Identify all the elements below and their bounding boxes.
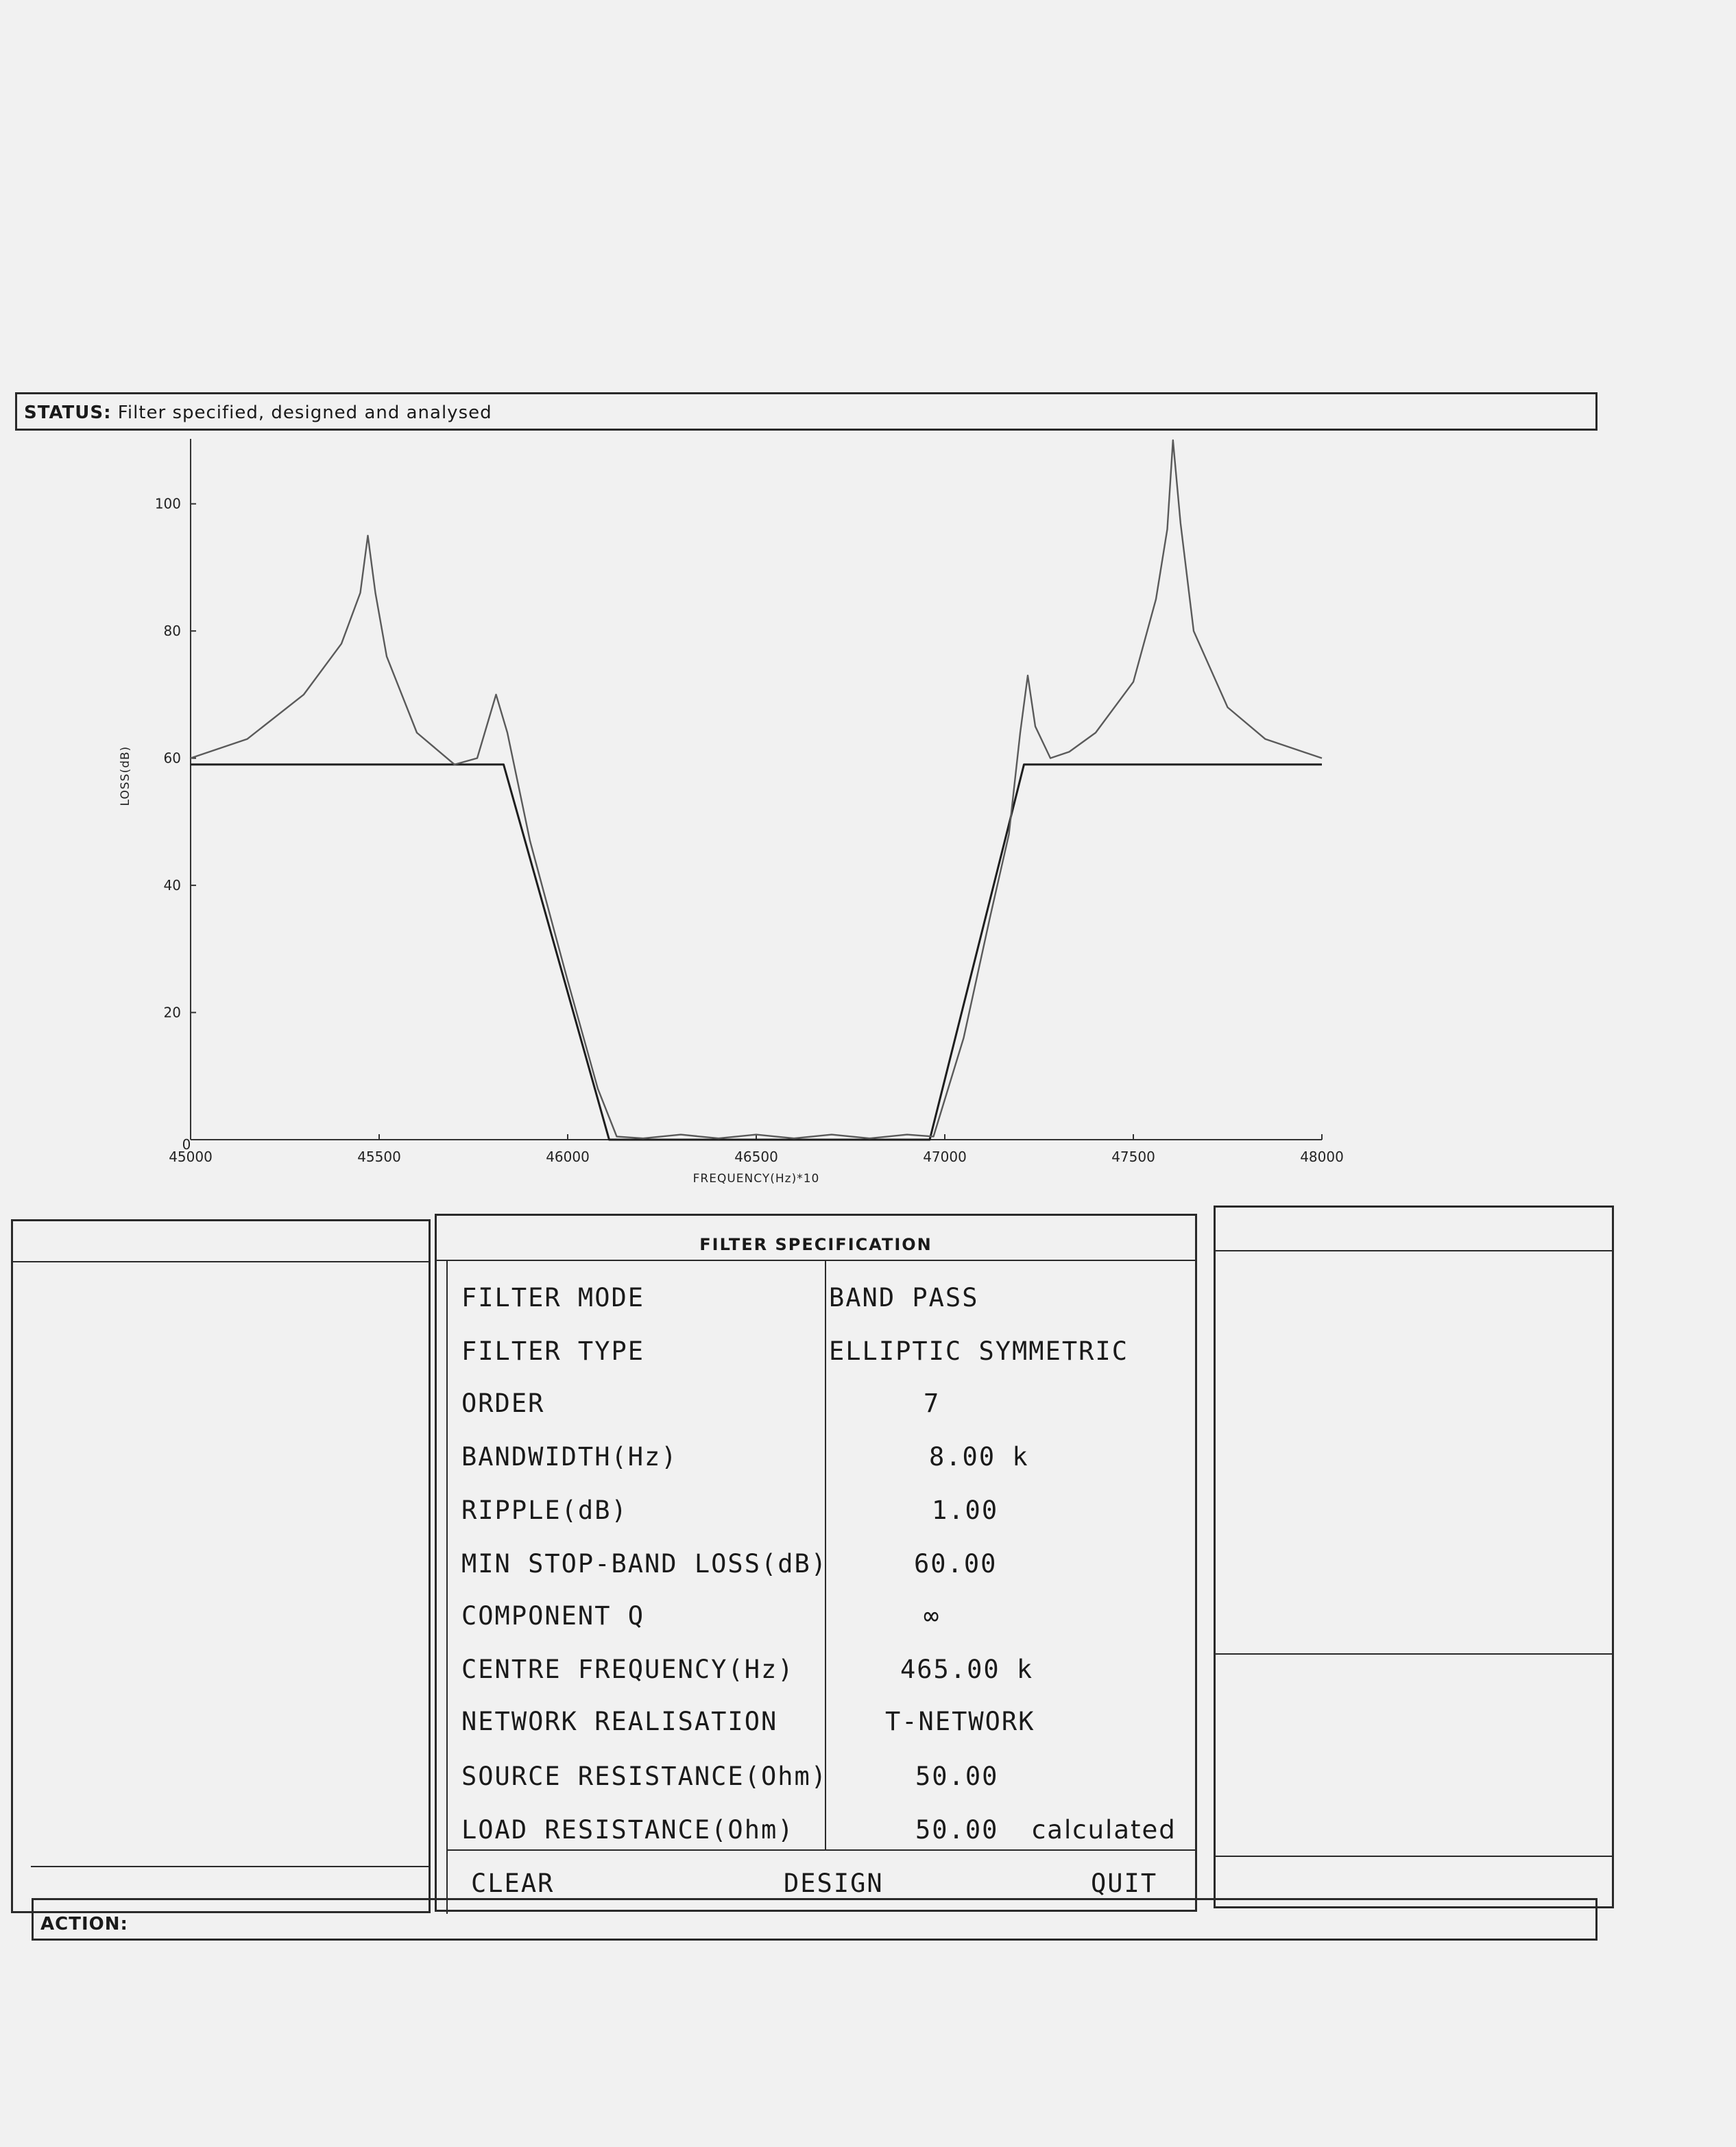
y-tick-label: 20 [163,1004,181,1021]
left-panel-footer-divider [31,1866,429,1867]
spec-value[interactable]: ∞ [924,1601,941,1631]
y-tick-label: 80 [163,623,181,640]
status-text [24,403,492,423]
spec-value[interactable]: 60.00 [914,1549,998,1579]
series-line-specification-mask [191,765,1322,1140]
left-panel-header-divider [13,1261,429,1262]
x-axis-title: FREQUENCY(Hz)*10 [692,1172,820,1186]
spec-title: FILTER SPECIFICATION [699,1235,932,1254]
chart-plot-area [119,439,1344,1186]
clear-button[interactable]: CLEAR [471,1869,555,1898]
y-tick-label: 40 [163,877,181,894]
status-bar [15,392,1598,431]
status-label: STATUS: [24,403,112,423]
spec-row-bandwidth[interactable] [437,1442,1195,1483]
spec-label: SOURCE RESISTANCE(Ohm) [461,1762,828,1791]
spec-label: BANDWIDTH(Hz) [461,1442,678,1472]
x-tick-label: 45500 [357,1149,401,1165]
design-button[interactable]: DESIGN [784,1869,884,1898]
x-tick-label: 48000 [1300,1149,1344,1165]
right-panel-middle-divider [1216,1653,1612,1655]
y-axis-title: LOSS(dB) [119,745,132,806]
right-panel-header-divider [1216,1250,1612,1251]
spec-row-filter-mode[interactable] [437,1283,1195,1324]
spec-value[interactable]: 7 [924,1389,941,1418]
spec-value[interactable]: BAND PASS [829,1283,979,1312]
filter-specification-panel [435,1214,1197,1912]
load-resistance-value: 50.00 [915,1815,999,1845]
loss-frequency-chart [110,439,1358,1200]
left-panel [11,1219,431,1913]
spec-row-min-stop-band-loss[interactable] [437,1549,1195,1590]
spec-label: MIN STOP-BAND LOSS(dB) [461,1549,828,1579]
y-tick-label: 60 [163,749,181,767]
spec-label: CENTRE FREQUENCY(Hz) [461,1655,795,1684]
spec-row-filter-type[interactable] [437,1336,1195,1378]
action-label: ACTION: [40,1914,128,1934]
spec-row-network-realisation[interactable] [437,1707,1195,1748]
spec-label: LOAD RESISTANCE(Ohm) [461,1815,795,1845]
series-line-analysed-response [191,440,1322,1138]
spec-value[interactable]: 465.00 k [900,1655,1034,1684]
spec-value[interactable]: T-NETWORK [885,1707,1035,1736]
x-tick-label: 46500 [734,1149,778,1165]
spec-row-order[interactable] [437,1389,1195,1430]
status-message: Filter specified, designed and analysed [117,403,492,423]
spec-label: FILTER TYPE [461,1336,645,1366]
spec-row-load-resistance[interactable] [437,1815,1195,1856]
spec-value[interactable]: 8.00 k [929,1442,1029,1472]
x-tick-label: 45000 [169,1149,213,1165]
x-tick-label: 46000 [546,1149,590,1165]
spec-label: COMPONENT Q [461,1601,645,1631]
spec-label: RIPPLE(dB) [461,1496,628,1525]
y-tick-label: 0 [182,1136,191,1153]
action-bar[interactable] [32,1898,1598,1941]
x-tick-label: 47500 [1111,1149,1155,1165]
spec-label: FILTER MODE [461,1283,645,1312]
quit-button[interactable]: QUIT [1091,1869,1158,1898]
right-panel [1214,1206,1614,1908]
x-tick-label: 47000 [923,1149,967,1165]
spec-row-source-resistance[interactable] [437,1762,1195,1803]
load-resistance-note: calculated [1031,1815,1177,1845]
spec-row-ripple[interactable] [437,1496,1195,1537]
spec-value[interactable]: 50.00 [915,1762,999,1791]
spec-row-centre-frequency[interactable] [437,1655,1195,1696]
spec-row-component-q[interactable] [437,1601,1195,1642]
spec-label: ORDER [461,1389,545,1418]
y-tick-label: 100 [154,495,181,512]
spec-label: NETWORK REALISATION [461,1707,778,1736]
spec-title-divider [437,1260,1195,1261]
spec-value[interactable]: 1.00 [932,1496,999,1525]
spec-value[interactable]: ELLIPTIC SYMMETRIC [829,1336,1129,1366]
right-panel-footer-divider [1216,1856,1612,1857]
